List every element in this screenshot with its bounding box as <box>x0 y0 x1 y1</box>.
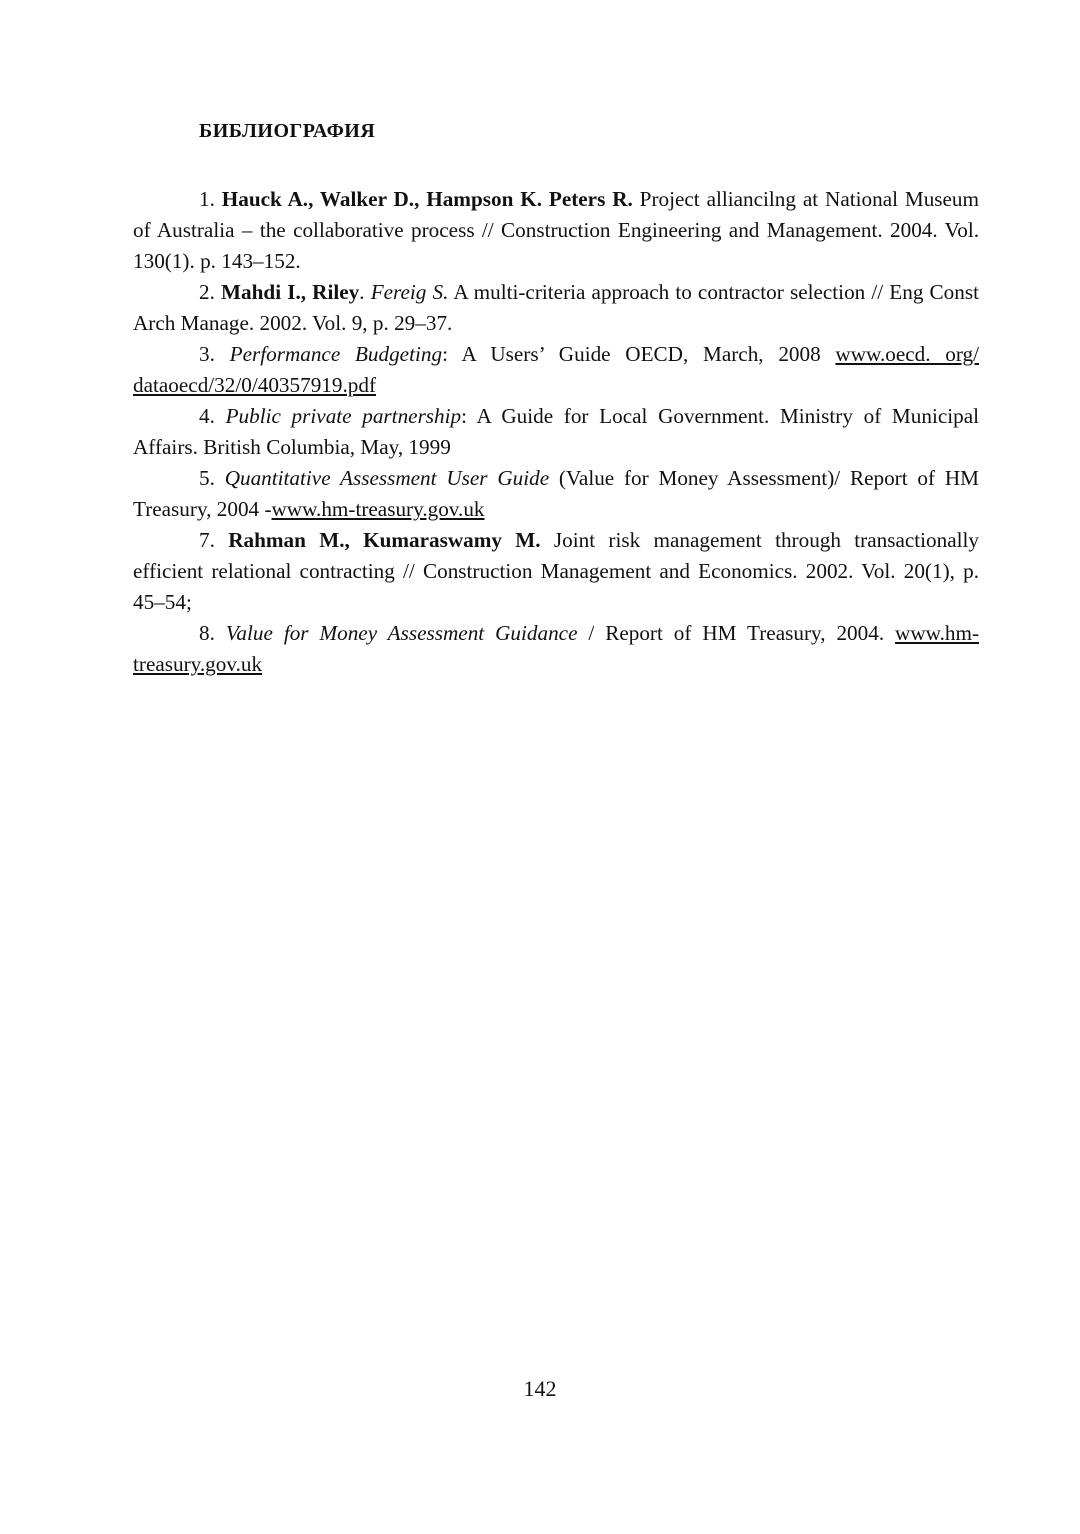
reference-list <box>133 184 979 680</box>
reference-number: 4. <box>199 404 226 428</box>
reference-item <box>133 401 979 463</box>
reference-text: Joint risk management through transactionally efficient relational contracting // Construction Management and Economics. 2002. Vol. 20(1), p. 45–54; <box>133 528 980 614</box>
reference-title: Public private partnership <box>225 404 462 428</box>
reference-number: 2. <box>199 280 222 304</box>
reference-number: 5. <box>199 466 225 490</box>
reference-title: Performance Budgeting <box>229 342 443 366</box>
reference-text: (Value for Money Assessment)/ Report of HM Treasury, 2004 - <box>133 466 979 521</box>
bibliography-heading: БИБЛИОГРАФИЯ <box>199 120 376 142</box>
reference-text: : A Users’ Guide OECD, March, 2008 <box>442 342 836 366</box>
reference-text: A multi-criteria approach to contractor selection // Eng Const Arch Manage. 2002. Vol. 9, p. 29–37. <box>133 280 980 335</box>
reference-number: 3. <box>199 342 230 366</box>
reference-link[interactable]: www.hm-treasury.gov.uk <box>271 497 485 521</box>
reference-item <box>133 618 979 680</box>
reference-authors: Hauck A., Walker D., Hampson K. Peters R. <box>221 187 633 211</box>
reference-title: Quantitative Assessment User Guide <box>224 466 550 490</box>
reference-authors: Mahdi I., Riley <box>221 280 360 304</box>
reference-number: 1. <box>199 187 222 211</box>
reference-text: Project alliancilng at National Museum of Australia – the collaborative process // Construction Engineering and Management. 2004. Vol. 130(1). p. 143–152. <box>133 187 980 273</box>
reference-item <box>133 339 979 401</box>
reference-number: 8. <box>199 621 226 645</box>
reference-authors: Rahman M., Kumaraswamy M. <box>228 528 541 552</box>
reference-item <box>133 463 979 525</box>
reference-number: 7. <box>199 528 229 552</box>
reference-item <box>133 525 979 618</box>
reference-separator: . <box>359 280 371 304</box>
reference-italic-author: Fereig S. <box>370 280 449 304</box>
reference-link[interactable]: www.hm-treasury.gov.uk <box>133 621 979 676</box>
reference-text: / Report of HM Treasury, 2004. <box>577 621 896 645</box>
reference-item <box>133 277 979 339</box>
reference-text: : A Guide for Local Government. Ministry of Municipal Affairs. British Columbia, May, 1999 <box>133 404 980 459</box>
page-number: 142 <box>523 1376 557 1401</box>
reference-link[interactable]: www.oecd. org/ dataoecd/32/0/40357919.pdf <box>133 342 980 397</box>
reference-title: Value for Money Assessment Guidance <box>225 621 578 645</box>
reference-item <box>133 184 979 277</box>
